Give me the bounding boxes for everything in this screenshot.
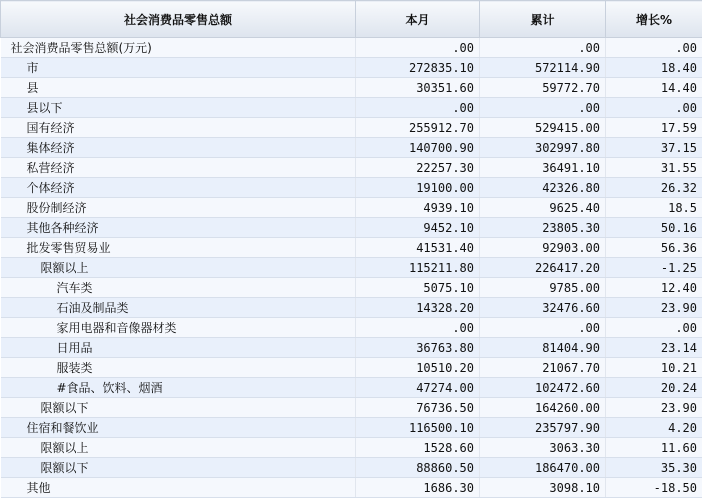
cumulative-value-cell: 32476.60 — [480, 298, 606, 318]
cumulative-value-cell: 186470.00 — [480, 458, 606, 478]
cumulative-value-cell: 21067.70 — [480, 358, 606, 378]
cumulative-value-cell: 235797.90 — [480, 418, 606, 438]
cumulative-value-cell: 164260.00 — [480, 398, 606, 418]
table-row[interactable] — [1, 158, 702, 178]
table-row[interactable] — [1, 178, 702, 198]
row-name-cell: 县 — [1, 78, 356, 98]
month-value-cell: 255912.70 — [356, 118, 480, 138]
row-name-cell: 社会消费品零售总额(万元) — [1, 38, 356, 58]
table-row[interactable] — [1, 38, 702, 58]
growth-value-cell: 35.30 — [606, 458, 702, 478]
growth-value-cell: 18.5 — [606, 198, 702, 218]
table-row[interactable] — [1, 78, 702, 98]
table-row[interactable] — [1, 418, 702, 438]
cumulative-value-cell: 102472.60 — [480, 378, 606, 398]
table-row[interactable] — [1, 218, 702, 238]
month-value-cell: .00 — [356, 318, 480, 338]
cumulative-value-cell: 59772.70 — [480, 78, 606, 98]
row-name-cell: 住宿和餐饮业 — [1, 418, 356, 438]
cumulative-value-cell: 9625.40 — [480, 198, 606, 218]
growth-value-cell: 18.40 — [606, 58, 702, 78]
column-header-month[interactable]: 本月 — [356, 1, 480, 38]
table-body — [1, 38, 702, 498]
table-row[interactable] — [1, 298, 702, 318]
growth-value-cell: 37.15 — [606, 138, 702, 158]
month-value-cell: 140700.90 — [356, 138, 480, 158]
month-value-cell: 272835.10 — [356, 58, 480, 78]
cumulative-value-cell: 9785.00 — [480, 278, 606, 298]
growth-value-cell: 23.14 — [606, 338, 702, 358]
month-value-cell: 116500.10 — [356, 418, 480, 438]
row-name-cell: 批发零售贸易业 — [1, 238, 356, 258]
row-name-cell: 服装类 — [1, 358, 356, 378]
table-row[interactable] — [1, 478, 702, 498]
table-row[interactable] — [1, 458, 702, 478]
growth-value-cell: 20.24 — [606, 378, 702, 398]
table-row[interactable] — [1, 198, 702, 218]
column-header-name[interactable]: 社会消费品零售总额 — [1, 1, 356, 38]
month-value-cell: .00 — [356, 98, 480, 118]
table-row[interactable] — [1, 338, 702, 358]
cumulative-value-cell: 3063.30 — [480, 438, 606, 458]
cumulative-value-cell: .00 — [480, 98, 606, 118]
cumulative-value-cell: 302997.80 — [480, 138, 606, 158]
month-value-cell: 1686.30 — [356, 478, 480, 498]
growth-value-cell: 4.20 — [606, 418, 702, 438]
table-row[interactable] — [1, 358, 702, 378]
row-name-cell: 家用电器和音像器材类 — [1, 318, 356, 338]
month-value-cell: 76736.50 — [356, 398, 480, 418]
cumulative-value-cell: 36491.10 — [480, 158, 606, 178]
month-value-cell: 41531.40 — [356, 238, 480, 258]
row-name-cell: 股份制经济 — [1, 198, 356, 218]
growth-value-cell: 26.32 — [606, 178, 702, 198]
table-row[interactable] — [1, 118, 702, 138]
month-value-cell: 4939.10 — [356, 198, 480, 218]
row-name-cell: 其他各种经济 — [1, 218, 356, 238]
cumulative-value-cell: 226417.20 — [480, 258, 606, 278]
growth-value-cell: 12.40 — [606, 278, 702, 298]
row-name-cell: 日用品 — [1, 338, 356, 358]
row-name-cell: 限额以上 — [1, 438, 356, 458]
cumulative-value-cell: 529415.00 — [480, 118, 606, 138]
table-header-row — [1, 1, 702, 38]
row-name-cell: 私营经济 — [1, 158, 356, 178]
growth-value-cell: .00 — [606, 318, 702, 338]
cumulative-value-cell: 3098.10 — [480, 478, 606, 498]
month-value-cell: 10510.20 — [356, 358, 480, 378]
month-value-cell: 14328.20 — [356, 298, 480, 318]
row-name-cell: 市 — [1, 58, 356, 78]
month-value-cell: 5075.10 — [356, 278, 480, 298]
growth-value-cell: 50.16 — [606, 218, 702, 238]
growth-value-cell: 23.90 — [606, 398, 702, 418]
cumulative-value-cell: .00 — [480, 38, 606, 58]
cumulative-value-cell: .00 — [480, 318, 606, 338]
table-row[interactable] — [1, 398, 702, 418]
row-name-cell: 县以下 — [1, 98, 356, 118]
month-value-cell: 47274.00 — [356, 378, 480, 398]
month-value-cell: .00 — [356, 38, 480, 58]
column-header-cumulative[interactable]: 累计 — [480, 1, 606, 38]
growth-value-cell: 11.60 — [606, 438, 702, 458]
table-row[interactable] — [1, 98, 702, 118]
growth-value-cell: 31.55 — [606, 158, 702, 178]
row-name-cell: 个体经济 — [1, 178, 356, 198]
growth-value-cell: -18.50 — [606, 478, 702, 498]
growth-value-cell: -1.25 — [606, 258, 702, 278]
growth-value-cell: 23.90 — [606, 298, 702, 318]
row-name-cell: #食品、饮料、烟酒 — [1, 378, 356, 398]
table-row[interactable] — [1, 438, 702, 458]
growth-value-cell: 14.40 — [606, 78, 702, 98]
row-name-cell: 限额以下 — [1, 398, 356, 418]
table-row[interactable] — [1, 278, 702, 298]
cumulative-value-cell: 42326.80 — [480, 178, 606, 198]
row-name-cell: 其他 — [1, 478, 356, 498]
table-row[interactable] — [1, 58, 702, 78]
growth-value-cell: .00 — [606, 38, 702, 58]
cumulative-value-cell: 92903.00 — [480, 238, 606, 258]
month-value-cell: 36763.80 — [356, 338, 480, 358]
row-name-cell: 汽车类 — [1, 278, 356, 298]
month-value-cell: 88860.50 — [356, 458, 480, 478]
growth-value-cell: 56.36 — [606, 238, 702, 258]
month-value-cell: 1528.60 — [356, 438, 480, 458]
table-row[interactable] — [1, 138, 702, 158]
cumulative-value-cell: 23805.30 — [480, 218, 606, 238]
column-header-growth[interactable]: 增长% — [606, 1, 702, 38]
growth-value-cell: .00 — [606, 98, 702, 118]
table-row[interactable] — [1, 258, 702, 278]
table-row[interactable] — [1, 318, 702, 338]
table-row[interactable] — [1, 378, 702, 398]
month-value-cell: 30351.60 — [356, 78, 480, 98]
row-name-cell: 限额以上 — [1, 258, 356, 278]
row-name-cell: 限额以下 — [1, 458, 356, 478]
table-row[interactable] — [1, 238, 702, 258]
cumulative-value-cell: 81404.90 — [480, 338, 606, 358]
month-value-cell: 22257.30 — [356, 158, 480, 178]
row-name-cell: 石油及制品类 — [1, 298, 356, 318]
growth-value-cell: 17.59 — [606, 118, 702, 138]
month-value-cell: 115211.80 — [356, 258, 480, 278]
row-name-cell: 国有经济 — [1, 118, 356, 138]
month-value-cell: 19100.00 — [356, 178, 480, 198]
cumulative-value-cell: 572114.90 — [480, 58, 606, 78]
growth-value-cell: 10.21 — [606, 358, 702, 378]
month-value-cell: 9452.10 — [356, 218, 480, 238]
row-name-cell: 集体经济 — [1, 138, 356, 158]
